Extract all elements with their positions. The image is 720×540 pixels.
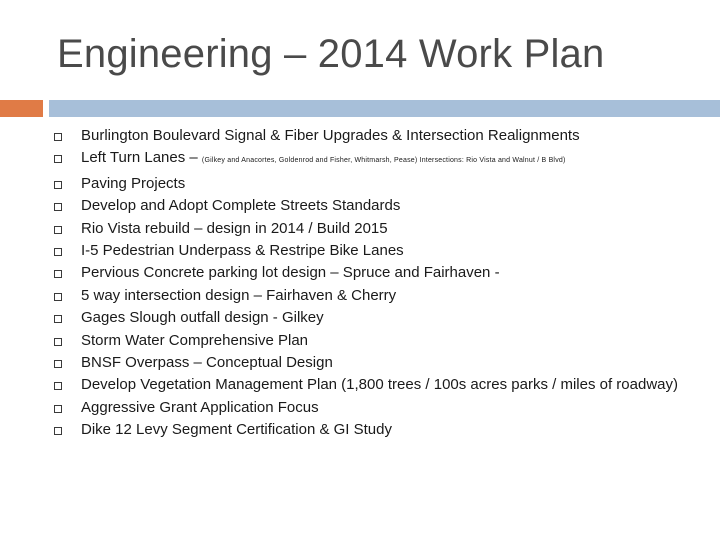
hollow-square-icon [54, 338, 62, 346]
hollow-square-icon [54, 293, 62, 301]
list-item-text: Burlington Boulevard Signal & Fiber Upgrades & Intersection Realignments [81, 127, 580, 144]
hollow-square-icon [54, 181, 62, 189]
hollow-square-icon [54, 405, 62, 413]
list-item [54, 399, 694, 417]
list-item [54, 376, 694, 394]
hollow-square-icon [54, 360, 62, 368]
hollow-square-icon [54, 248, 62, 256]
list-item-text: Rio Vista rebuild – design in 2014 / Build 2015 [81, 219, 388, 237]
list-item [54, 287, 694, 305]
list-item [54, 354, 694, 372]
list-item-note: (Gilkey and Anacortes, Goldenrod and Fisher, Whitmarsh, Pease) Intersections: Rio Vista and Walnut / B Blvd) [201, 157, 566, 165]
hollow-square-icon [54, 226, 62, 234]
list-item [54, 242, 694, 260]
list-item-text: Develop and Adopt Complete Streets Standards [81, 197, 401, 215]
hollow-square-icon [54, 155, 62, 163]
hollow-square-icon [54, 203, 62, 211]
list-item [54, 309, 694, 327]
list-item-text: BNSF Overpass – Conceptual Design [81, 353, 333, 371]
hollow-square-icon [54, 427, 62, 435]
list-item-text: Storm Water Comprehensive Plan [81, 331, 309, 349]
hollow-square-icon [54, 133, 62, 141]
list-item [54, 421, 694, 439]
slide-title: Engineering – 2014 Work Plan [57, 32, 605, 76]
accent-bar-left [0, 100, 43, 117]
hollow-square-icon [54, 270, 62, 278]
list-item-text: Left Turn Lanes – [81, 149, 202, 167]
list-item-text: I-5 Pedestrian Underpass & Restripe Bike Lanes [81, 241, 404, 259]
bullet-list [54, 127, 694, 443]
hollow-square-icon [54, 315, 62, 323]
list-item [54, 197, 694, 215]
list-item-text: 5 way intersection design – Fairhaven & Cherry [81, 286, 397, 304]
hollow-square-icon [54, 382, 62, 390]
accent-bar-right [49, 100, 720, 117]
list-item [54, 264, 694, 282]
list-item-text: Develop Vegetation Management Plan (1,800 trees / 100s acres parks / miles of roadway) [81, 376, 678, 394]
list-item [54, 175, 694, 193]
list-item [54, 332, 694, 350]
list-item [54, 220, 694, 238]
list-item-text: Aggressive Grant Application Focus [81, 398, 319, 416]
list-item-text: Gages Slough outfall design - Gilkey [81, 309, 324, 327]
list-item-text: Paving Projects [81, 174, 186, 192]
list-item-text: Pervious Concrete parking lot design – Spruce and Fairhaven - [81, 264, 500, 282]
list-item-text: Dike 12 Levy Segment Certification & GI Study [81, 421, 392, 439]
list-item [54, 127, 694, 145]
list-item [54, 149, 694, 170]
